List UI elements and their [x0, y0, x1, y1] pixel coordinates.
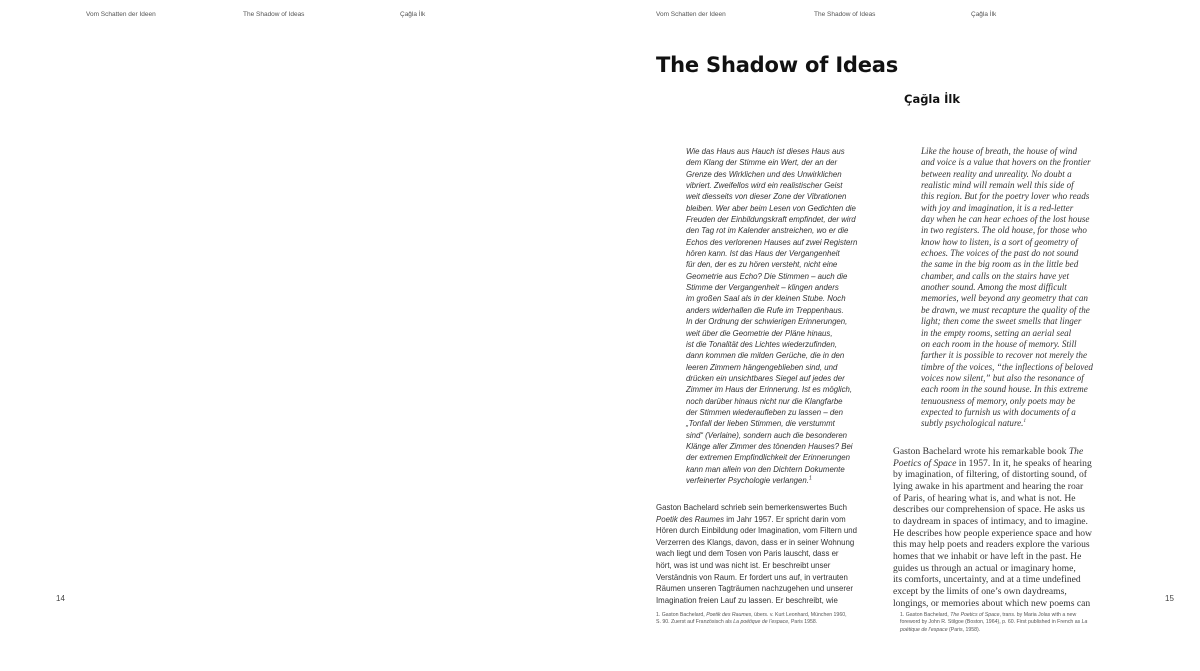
- quote-line: ist die Tonalität des Lichtes wiederzufinden,: [686, 339, 838, 349]
- book-title-italic: Poetik des Raumes: [656, 514, 725, 524]
- quote-line: each room in the sound house. In this extreme: [921, 384, 1088, 395]
- quote-line: Like the house of breath, the house of wind: [921, 146, 1078, 156]
- quote-line-last: [921, 418, 1151, 429]
- footnote-german: [656, 612, 888, 627]
- quote-line: dem Klang der Stimme ein Wert, der an der: [686, 158, 838, 168]
- body-line: Räumen unseren Tagträumen nachzugehen und unserer: [656, 584, 853, 594]
- quote-line: hören kann. Ist das Haus der Vergangenheit: [686, 249, 840, 259]
- english-body-text: [893, 446, 1151, 609]
- footnote-title-italic: poétique de l’espace: [900, 626, 948, 633]
- english-epigraph: [921, 146, 1151, 430]
- running-header-english-title: The Shadow of Ideas: [814, 11, 876, 18]
- body-line: Verständnis von Raum. Er fordert uns auf, in vertrauten: [656, 572, 848, 582]
- body-line: Verzerren des Klangs, davon, dass er in seiner Wohnung: [656, 537, 855, 547]
- body-line: hört, was ist und was nicht ist. Er beschreibt unser: [656, 560, 831, 570]
- article-title: The Shadow of Ideas: [656, 53, 899, 77]
- body-line: Hören durch Einbildung oder Imagination, vom Filtern und: [656, 526, 857, 536]
- quote-line: with joy and imagination, it is a red-letter: [921, 202, 1074, 213]
- body-line: homes that we inhabit or have left in the past. He: [893, 550, 1082, 562]
- body-line-text: in 1957. In it, he speaks of hearing: [956, 457, 1092, 469]
- body-line: He describes how people experience space and how: [893, 527, 1092, 539]
- footnote-marker: 1: [1023, 419, 1026, 425]
- body-line: by imagination, of filtering, of distorting sound, of: [893, 469, 1087, 481]
- quote-line: In der Ordnung der schwierigen Erinnerungen,: [686, 317, 848, 327]
- quote-line: know how to listen, is a sort of geometry of: [921, 236, 1078, 247]
- quote-line: on each room in the house of memory. Still: [921, 338, 1077, 349]
- quote-line: the same in the big room as in the little bed: [921, 259, 1079, 270]
- quote-line: kann man allein von den Dichtern Dokumente: [686, 464, 845, 474]
- body-line: [893, 458, 1151, 470]
- footnote-text: foreword by John R. Stilgoe (Boston, 1964), p. 60. First published in French as: [900, 619, 1082, 626]
- quote-line: leeren Zimmern hängengeblieben sind, und: [686, 362, 838, 372]
- quote-line: noch darüber hinaus nicht nur die Klangfarbe: [686, 396, 843, 406]
- body-line: longings, or memories about which new poems can: [893, 597, 1091, 609]
- quote-line: für den, der es zu hören versteht, nicht eine: [686, 260, 838, 270]
- quote-line: bleiben. Wer aber beim Lesen von Gedichten die: [686, 203, 856, 213]
- quote-line: Wie das Haus aus Hauch ist dieses Haus aus: [686, 147, 845, 156]
- quote-line: realistic mind will remain well this side of: [921, 180, 1074, 191]
- quote-line: day when he can hear echoes of the lost house: [921, 214, 1090, 225]
- book-title-italic: Poetics of Space: [893, 457, 957, 469]
- quote-line: Zimmer im Haus der Erinnerung. Ist es möglich,: [686, 385, 853, 395]
- body-line: [656, 514, 878, 526]
- quote-line: Freuden der Einbildungskraft empfindet, der wird: [686, 215, 856, 225]
- running-header-author: Çağla İlk: [971, 11, 997, 18]
- footnote-text: S. 90. Zuerst auf Französisch als: [656, 619, 734, 626]
- quote-line: anders widerhallen die Rufe im Treppenhaus.: [686, 305, 844, 315]
- quote-line: „Tonfall der lieben Stimmen, die verstummt: [686, 419, 835, 429]
- footnote-text: (Paris, 1958).: [947, 626, 981, 633]
- quote-line: Grenze des Wirklichen und des Unwirklichen: [686, 169, 842, 179]
- footnote-text: , trans. by Maria Jolas with a new: [999, 612, 1077, 618]
- quote-line: farther it is possible to recover not merely the: [921, 350, 1088, 361]
- german-body-text: [656, 502, 878, 606]
- running-header-author: Çağla İlk: [400, 11, 426, 18]
- quote-line: between reality and unreality. No doubt a: [921, 168, 1072, 179]
- running-header-german-title: Vom Schatten der Ideen: [86, 11, 156, 18]
- quote-line: in the empty rooms, setting an aerial seal: [921, 327, 1072, 338]
- quote-line-text: subtly psychological nature.: [921, 418, 1024, 429]
- quote-line: this region. But for the poetry lover who reads: [921, 191, 1090, 202]
- quote-line: another sound. Among the most difficult: [921, 282, 1067, 293]
- footnote-text: 1. Gaston Bachelard,: [900, 612, 951, 618]
- footnote-text: 1. Gaston Bachelard,: [656, 612, 707, 618]
- body-line: this may help poets and readers explore the various: [893, 539, 1090, 551]
- quote-line: sind“ (Verlaine), sondern auch die besonderen: [686, 430, 848, 440]
- quote-line: voices now silent,” but also the resonance of: [921, 372, 1084, 383]
- quote-line: vibriert. Zweifellos wird ein realistischer Geist: [686, 181, 843, 191]
- footnote-title-italic: La: [1081, 619, 1088, 626]
- body-line: of Paris, of hearing what is, and what is not. He: [893, 492, 1076, 504]
- quote-line: in two registers. The old house, for those who: [921, 225, 1087, 236]
- quote-line: Echos des verlorenen Hauses auf zwei Registern: [686, 237, 858, 247]
- footnote-text: , übers. v. Kurt Leonhard, München 1960,: [751, 612, 847, 618]
- quote-line-last: [686, 475, 878, 486]
- footnote-title-italic: The Poetics of Space: [950, 612, 1000, 618]
- body-line: wach liegt und dem Tosen von Paris lauscht, dass er: [656, 549, 839, 559]
- quote-line: drücken ein unsichtbares Siegel auf jedes der: [686, 373, 845, 383]
- body-line: except by the limits of one’s own daydreams,: [893, 585, 1067, 597]
- quote-line-text: verfeinerter Psychologie verlangen.: [686, 475, 809, 485]
- quote-line: light; then come the sweet smells that linger: [921, 316, 1082, 327]
- body-line: to daydream in spaces of intimacy, and to imagine.: [893, 515, 1088, 527]
- quote-line: Geometrie aus Echo? Die Stimmen – auch die: [686, 271, 848, 281]
- quote-line: weit diesseits von dieser Zone der Vibrationen: [686, 192, 847, 202]
- running-header-english-title: The Shadow of Ideas: [243, 11, 305, 18]
- quote-line: dann kommen die milden Gerüche, die in den: [686, 351, 845, 361]
- body-line: Gaston Bachelard schrieb sein bemerkenswertes Buch: [656, 503, 847, 512]
- quote-line: der extremen Empfindlichkeit der Erinnerungen: [686, 453, 850, 463]
- right-page: [600, 0, 1200, 671]
- quote-line: and voice is a value that hovers on the frontier: [921, 157, 1091, 168]
- quote-line: expected to furnish us with documents of a: [921, 406, 1076, 417]
- body-line: [893, 446, 1151, 458]
- quote-line: weit über die Geometrie der Pläne hinaus,: [686, 328, 833, 338]
- quote-line: be drawn, we must recapture the quality of the: [921, 304, 1090, 315]
- body-line: guides us through an actual or imaginary home,: [893, 562, 1076, 574]
- page-number-right: 15: [1165, 594, 1174, 603]
- body-line: its comforts, uncertainty, and at a time undefined: [893, 574, 1081, 586]
- quote-line: memories, well beyond any geometry that can: [921, 293, 1088, 304]
- quote-line: echoes. The voices of the past do not sound: [921, 248, 1079, 259]
- quote-line: Klänge aller Zimmer des tönenden Hauses? Bei: [686, 441, 853, 451]
- footnote-title-italic: Poetik des Raumes: [706, 612, 752, 618]
- quote-line: Stimme der Vergangenheit – klingen anders: [686, 283, 839, 293]
- body-line: lying awake in his apartment and hearing the roar: [893, 480, 1084, 492]
- quote-line: chamber, and calls on the stairs have yet: [921, 270, 1069, 281]
- german-epigraph: [686, 146, 878, 486]
- body-line: Imagination freien Lauf zu lassen. Er beschreibt, wie: [656, 595, 838, 605]
- footnote-english: [900, 612, 1132, 634]
- footnote-title-italic: La poétique de l’espace: [733, 619, 789, 626]
- book-title-italic: The: [1068, 446, 1084, 457]
- quote-line: im großen Saal als in der kleinen Stube. Noch: [686, 294, 846, 304]
- body-line-text: Gaston Bachelard wrote his remarkable book: [893, 446, 1069, 457]
- body-line-text: im Jahr 1957. Er spricht darin vom: [724, 514, 846, 524]
- quote-line: der Stimmen wiederaufleben zu lassen – den: [686, 407, 843, 417]
- running-header-german-title: Vom Schatten der Ideen: [656, 11, 726, 18]
- quote-line: tenuousness of memory, only poets may be: [921, 395, 1076, 406]
- page-number-left: 14: [56, 594, 65, 603]
- quote-line: den Tag rot im Kalender anstreichen, wo er die: [686, 226, 849, 236]
- footnote-text: , Paris 1958.: [788, 619, 818, 626]
- article-author: Çağla İlk: [904, 92, 961, 106]
- quote-line: timbre of the voices, “the inflections of beloved: [921, 361, 1093, 372]
- body-line: describes our comprehension of space. He asks us: [893, 504, 1085, 516]
- footnote-marker: 1: [808, 475, 812, 482]
